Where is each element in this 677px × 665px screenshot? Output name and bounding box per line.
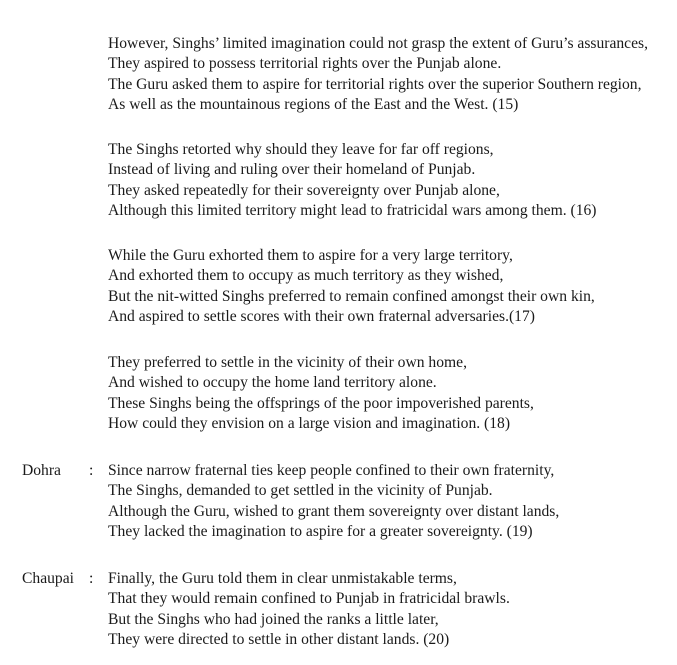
verse-line: They asked repeatedly for their sovereignty over Punjab alone, [108, 181, 500, 199]
verse-line: Instead of living and ruling over their homeland of Punjab. [108, 161, 476, 179]
verse-line: They preferred to settle in the vicinity of their own home, [108, 354, 467, 371]
verse-line: They lacked the imagination to aspire for a greater sovereignty. (19) [108, 523, 533, 541]
verse-line: The Singhs, demanded to get settled in the vicinity of Punjab. [108, 482, 493, 500]
verse-line: Finally, the Guru told them in clear unmistakable terms, [108, 570, 457, 587]
verse-line: But the Singhs who had joined the ranks a little later, [108, 610, 439, 628]
label-colon: : [89, 462, 94, 479]
verse-line: And exhorted them to occupy as much territory as they wished, [108, 267, 504, 285]
stanza-lines [108, 246, 595, 328]
verse-line: Since narrow fraternal ties keep people confined to their own fraternity, [108, 462, 555, 479]
verse-line: And wished to occupy the home land territory alone. [108, 374, 437, 392]
verse-line: How could they envision on a large vision and imagination. (18) [108, 415, 511, 433]
stanza-lines [108, 353, 534, 435]
verse-line: However, Singhs’ limited imagination could not grasp the extent of Guru’s assurances, [108, 35, 648, 52]
stanza-lines [108, 461, 559, 543]
verse-line: They aspired to possess territorial rights over the Punjab alone. [108, 55, 502, 73]
verse-line: And aspired to settle scores with their own fraternal adversaries.(17) [108, 308, 535, 326]
label-colon: : [89, 570, 94, 587]
verse-line: But the nit-witted Singhs preferred to remain confined amongst their own kin, [108, 287, 595, 305]
section-label-chaupai: Chaupai [22, 570, 74, 587]
section-label-dohra: Dohra [22, 462, 61, 479]
verse-line: That they would remain confined to Punjab in fratricidal brawls. [108, 590, 510, 608]
stanza-lines [108, 569, 510, 651]
verse-line: While the Guru exhorted them to aspire for a very large territory, [108, 247, 513, 264]
verse-line: They were directed to settle in other distant lands. (20) [108, 631, 450, 649]
verse-line: These Singhs being the offsprings of the poor impoverished parents, [108, 394, 534, 412]
verse-line: The Singhs retorted why should they leave for far off regions, [108, 141, 494, 158]
verse-line: Although the Guru, wished to grant them sovereignty over distant lands, [108, 502, 560, 520]
stanza-lines [108, 140, 597, 222]
verse-line: Although this limited territory might lead to fratricidal wars among them. (16) [108, 202, 597, 220]
stanza-lines [108, 34, 648, 116]
verse-line: The Guru asked them to aspire for territorial rights over the superior Southern region, [108, 75, 642, 93]
verse-line: As well as the mountainous regions of the East and the West. (15) [108, 96, 519, 114]
